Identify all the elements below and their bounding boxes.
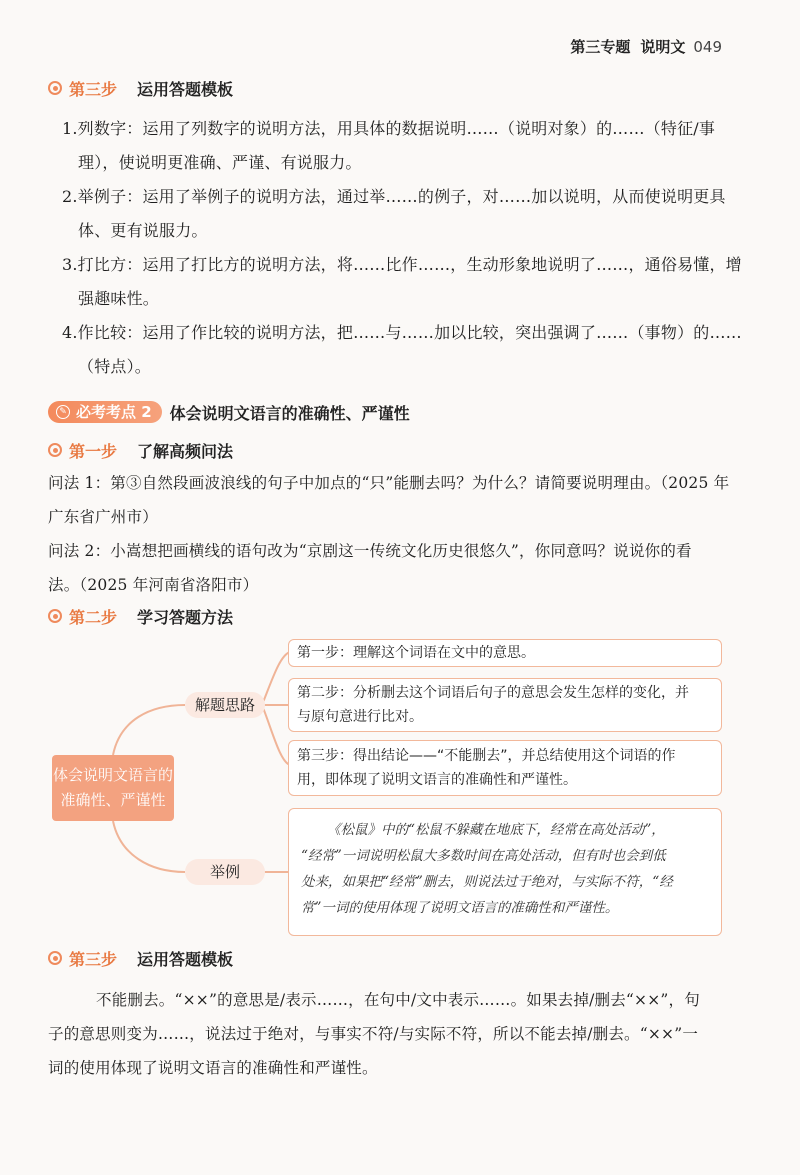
step-title: 运用答题模板 [137,949,234,969]
pencil-icon: ✎ [56,405,70,419]
chapter-label: 第三专题 [570,38,631,56]
key-point-title: 体会说明文语言的准确性、严谨性 [169,403,410,423]
step-label: 第三步 [69,949,118,969]
subject-label: 说明文 [640,38,686,56]
mindmap-branch-example: 举例 [185,859,265,885]
step-label: 第二步 [69,607,118,627]
approach-step-1: 第一步：理解这个词语在文中的意思。 [288,639,722,667]
approach-step-3: 第三步：得出结论——“不能删去”，并总结使用这个词语的作 用，即体现了说明文语言的准确性和严谨性。 [288,740,722,796]
template-item: 1.列数字：运用了列数字的说明方法，用具体的数据说明……（说明对象）的……（特征/事 理），使说明更准确、严谨、有说服力。 [62,119,716,172]
step-title: 了解高频问法 [137,441,234,461]
key-point-badge: ✎ 必考考点 2 [48,401,162,423]
step-title: 学习答题方法 [137,607,234,627]
template-item: 3.打比方：运用了打比方的说明方法，将……比作……，生动形象地说明了……，通俗易懂，增 强趣味性。 [62,255,742,308]
step-title: 运用答题模板 [137,79,234,99]
question-item: 问法 1：第③自然段画波浪线的句子中加点的“只”能删去吗？为什么？请简要说明理由。（2025 年 广东省广州市） [48,474,730,526]
mindmap-root: 体会说明文语言的 准确性、严谨性 [52,755,174,821]
step-heading-3 [48,946,233,970]
step-label: 第三步 [69,79,118,99]
template-item: 2.举例子：运用了举例子的说明方法，通过举……的例子，对……加以说明，从而使说明更具 体、更有说服力。 [62,187,726,240]
page-number: 049 [693,38,722,56]
example-box: 《松鼠》中的“松鼠不躲藏在地底下，经常在高处活动”， “经常”一词说明松鼠大多数时间在高处活动，但有时也会到低 处来，如果把“经常”删去，则说法过于绝对，与实际不符，“经 常”一词的使用体现了说明文语言的准确性和严谨性。 [288,808,722,936]
template-item: 4.作比较：运用了作比较的说明方法，把……与……加以比较，突出强调了……（事物）的…… （特点）。 [62,323,742,376]
question-item: 问法 2：小嵩想把画横线的语句改为“京剧这一传统文化历史很悠久”，你同意吗？说说你的看 法。（2025 年河南省洛阳市） [48,542,692,594]
target-circle-icon [48,951,62,965]
answer-template: 不能删去。“××”的意思是/表示……，在句中/文中表示……。如果去掉/删去“××”，句 子的意思则变为……，说法过于绝对，与事实不符/与实际不符，所以不能去掉/删去。“××”一 词的使用体现了说明文语言的准确性和严谨性。 [48,991,700,1077]
mindmap-branch-approach: 解题思路 [185,692,265,718]
approach-step-2: 第二步：分析删去这个词语后句子的意思会发生怎样的变化，并 与原句意进行比对。 [288,678,722,732]
step-label: 第一步 [69,441,118,461]
